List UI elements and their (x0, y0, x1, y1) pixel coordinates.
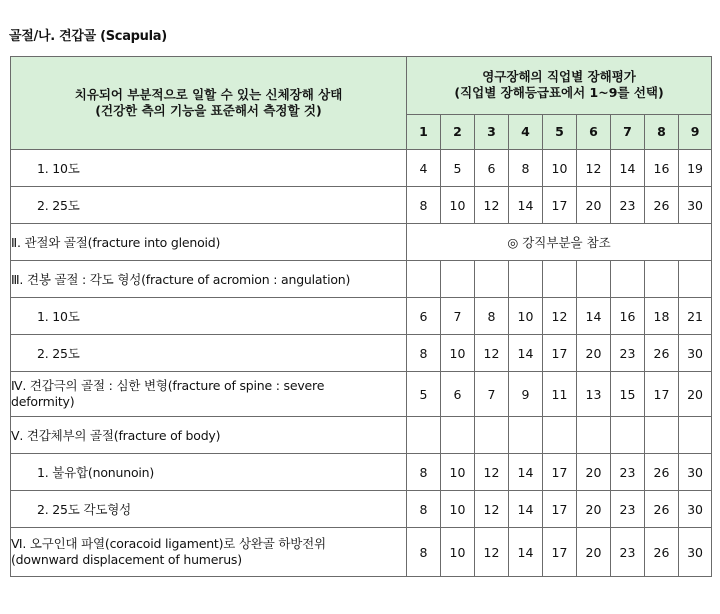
cell: 30 (679, 491, 712, 528)
cell: 23 (611, 335, 645, 372)
cell: 10 (441, 528, 475, 577)
header-grade-line1: 영구장해의 직업별 장해평가 (482, 69, 636, 85)
header-condition-line2: (건강한 측의 기능을 표준해서 측정할 것) (95, 103, 322, 118)
table-row (11, 224, 712, 261)
header-grade (407, 57, 712, 115)
cell: 30 (679, 528, 712, 577)
cell: 16 (645, 150, 679, 187)
disability-grade-table (10, 56, 712, 577)
cell: 20 (679, 372, 712, 417)
cell (509, 261, 543, 298)
table-row (11, 261, 712, 298)
cell: 10 (441, 454, 475, 491)
cell: 23 (611, 187, 645, 224)
reference-note: ◎ 강직부분을 참조 (407, 224, 712, 261)
cell: 23 (611, 491, 645, 528)
cell: 5 (407, 372, 441, 417)
cell (441, 417, 475, 454)
cell: 18 (645, 298, 679, 335)
row-label (11, 528, 407, 577)
cell: 21 (679, 298, 712, 335)
cell (407, 261, 441, 298)
cell: 20 (577, 491, 611, 528)
cell: 4 (407, 150, 441, 187)
row-label-line2: (downward displacement of humerus) (11, 552, 242, 567)
cell (543, 261, 577, 298)
cell: 12 (475, 454, 509, 491)
row-label: 1. 불유합(nonunoin) (11, 454, 407, 491)
cell (543, 417, 577, 454)
cell: 10 (543, 150, 577, 187)
row-label-line2: deformity) (11, 394, 75, 409)
grade-col-9: 9 (679, 114, 712, 149)
grade-col-7: 7 (611, 114, 645, 149)
cell: 12 (577, 150, 611, 187)
header-grade-line2: (직업별 장해등급표에서 1~9를 선택) (454, 85, 664, 101)
row-label: 2. 25도 (11, 335, 407, 372)
grade-col-2: 2 (441, 114, 475, 149)
cell: 8 (407, 335, 441, 372)
cell: 30 (679, 454, 712, 491)
cell (407, 417, 441, 454)
cell: 12 (475, 491, 509, 528)
cell: 11 (543, 372, 577, 417)
row-label: 2. 25도 (11, 187, 407, 224)
cell: 20 (577, 187, 611, 224)
row-label-line1: Ⅳ. 견갑극의 골절 : 심한 변형(fracture of spine : severe (11, 378, 325, 393)
cell: 8 (407, 491, 441, 528)
row-label (11, 372, 407, 417)
cell: 12 (543, 298, 577, 335)
cell: 14 (509, 528, 543, 577)
row-label-line1: Ⅵ. 오구인대 파열(coracoid ligament)로 상완골 하방전위 (11, 536, 326, 551)
cell (679, 417, 712, 454)
cell: 8 (407, 454, 441, 491)
grade-col-4: 4 (509, 114, 543, 149)
page-title: 골절/나. 견갑골 (Scapula) (9, 29, 167, 44)
cell: 8 (509, 150, 543, 187)
cell: 20 (577, 335, 611, 372)
header-condition-line1: 치유되어 부분적으로 일할 수 있는 신체장해 상태 (74, 87, 343, 102)
section-label: Ⅲ. 견봉 골절 : 각도 형성(fracture of acromion : angulation) (11, 261, 407, 298)
cell: 26 (645, 187, 679, 224)
cell: 30 (679, 335, 712, 372)
cell (611, 417, 645, 454)
cell: 20 (577, 454, 611, 491)
grade-col-6: 6 (577, 114, 611, 149)
cell: 8 (407, 187, 441, 224)
cell: 10 (441, 491, 475, 528)
cell (475, 261, 509, 298)
cell (441, 261, 475, 298)
table-row (11, 187, 712, 224)
cell: 6 (441, 372, 475, 417)
cell: 26 (645, 335, 679, 372)
cell: 14 (509, 491, 543, 528)
cell: 17 (543, 491, 577, 528)
cell: 15 (611, 372, 645, 417)
cell (509, 417, 543, 454)
row-label: 2. 25도 각도형성 (11, 491, 407, 528)
cell: 14 (509, 335, 543, 372)
cell: 9 (509, 372, 543, 417)
table-row (11, 454, 712, 491)
cell: 12 (475, 528, 509, 577)
cell: 7 (475, 372, 509, 417)
cell: 6 (475, 150, 509, 187)
cell: 26 (645, 454, 679, 491)
row-label: 1. 10도 (11, 298, 407, 335)
table-row (11, 491, 712, 528)
cell: 14 (509, 454, 543, 491)
row-label: Ⅱ. 관절와 골절(fracture into glenoid) (11, 224, 407, 261)
cell (577, 261, 611, 298)
cell: 30 (679, 187, 712, 224)
table-row (11, 417, 712, 454)
table-row (11, 528, 712, 577)
table-row (11, 298, 712, 335)
cell: 17 (645, 372, 679, 417)
cell: 10 (441, 187, 475, 224)
cell: 16 (611, 298, 645, 335)
cell: 23 (611, 528, 645, 577)
table-row (11, 372, 712, 417)
cell: 17 (543, 528, 577, 577)
cell: 12 (475, 187, 509, 224)
grade-col-3: 3 (475, 114, 509, 149)
cell: 10 (509, 298, 543, 335)
cell: 8 (475, 298, 509, 335)
cell: 10 (441, 335, 475, 372)
section-label: Ⅴ. 견갑체부의 골절(fracture of body) (11, 417, 407, 454)
cell: 13 (577, 372, 611, 417)
cell (475, 417, 509, 454)
cell: 23 (611, 454, 645, 491)
cell: 26 (645, 528, 679, 577)
table-row (11, 150, 712, 187)
cell (645, 417, 679, 454)
cell: 14 (611, 150, 645, 187)
cell: 7 (441, 298, 475, 335)
cell: 6 (407, 298, 441, 335)
cell: 20 (577, 528, 611, 577)
cell: 17 (543, 187, 577, 224)
table-row (11, 335, 712, 372)
row-label: 1. 10도 (11, 150, 407, 187)
cell (645, 261, 679, 298)
cell: 17 (543, 454, 577, 491)
cell (577, 417, 611, 454)
grade-col-1: 1 (407, 114, 441, 149)
cell: 19 (679, 150, 712, 187)
cell (611, 261, 645, 298)
cell (679, 261, 712, 298)
grade-col-8: 8 (645, 114, 679, 149)
cell: 26 (645, 491, 679, 528)
cell: 12 (475, 335, 509, 372)
cell: 17 (543, 335, 577, 372)
cell: 8 (407, 528, 441, 577)
cell: 14 (509, 187, 543, 224)
header-condition (11, 57, 407, 150)
grade-col-5: 5 (543, 114, 577, 149)
cell: 5 (441, 150, 475, 187)
cell: 14 (577, 298, 611, 335)
